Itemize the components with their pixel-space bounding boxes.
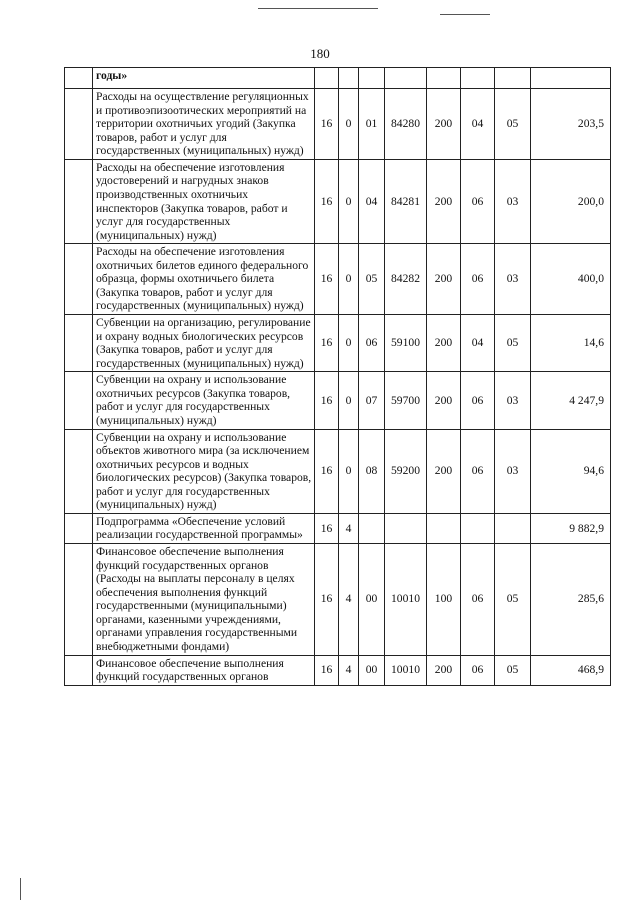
name-cell: Субвенции на охрану и использование охотничьих ресурсов (Закупка товаров, работ и услуг для государственных (муниципальных) нужд) bbox=[93, 372, 315, 429]
table-row bbox=[65, 89, 611, 160]
direction-cell: 59700 bbox=[385, 372, 427, 429]
sub-cell: 0 bbox=[339, 159, 359, 243]
sub-cell: 4 bbox=[339, 544, 359, 656]
number-cell bbox=[65, 315, 93, 372]
vr-cell bbox=[427, 68, 461, 89]
sub-cell: 0 bbox=[339, 89, 359, 160]
rz-cell: 06 bbox=[461, 244, 495, 315]
prog-cell: 16 bbox=[315, 89, 339, 160]
main-cell: 04 bbox=[359, 159, 385, 243]
sub-cell: 4 bbox=[339, 513, 359, 543]
main-cell: 06 bbox=[359, 315, 385, 372]
pr-cell: 05 bbox=[495, 544, 531, 656]
prog-cell: 16 bbox=[315, 315, 339, 372]
sub-cell: 0 bbox=[339, 372, 359, 429]
direction-cell bbox=[385, 68, 427, 89]
name-cell: Финансовое обеспечение выполнения функций государственных органов (Расходы на выплаты персоналу в целях обеспечения выполнения функций государственными (муниципальными) органами, казенными учреждениями, органами управления государственными внебюджетными фондами) bbox=[93, 544, 315, 656]
prog-cell: 16 bbox=[315, 159, 339, 243]
number-cell bbox=[65, 159, 93, 243]
sub-cell bbox=[339, 68, 359, 89]
table-row bbox=[65, 159, 611, 243]
pr-cell: 03 bbox=[495, 244, 531, 315]
vr-cell: 200 bbox=[427, 244, 461, 315]
name-cell: Расходы на обеспечение изготовления охотничьих билетов единого федерального образца, формы охотничьего билета (Закупка товаров, работ и услуг для государственных (муниципальных) нужд) bbox=[93, 244, 315, 315]
number-cell bbox=[65, 513, 93, 543]
table-row bbox=[65, 429, 611, 513]
pr-cell: 03 bbox=[495, 372, 531, 429]
rz-cell: 06 bbox=[461, 159, 495, 243]
prog-cell: 16 bbox=[315, 372, 339, 429]
name-cell: Расходы на осуществление регуляционных и противоэпизоотических мероприятий на территории охотничьих угодий (Закупка товаров, работ и услуг для государственных (муниципальных) нужд) bbox=[93, 89, 315, 160]
amount-cell: 400,0 bbox=[531, 244, 611, 315]
prog-cell: 16 bbox=[315, 244, 339, 315]
main-cell bbox=[359, 513, 385, 543]
table-row bbox=[65, 315, 611, 372]
scan-edge-mark bbox=[258, 8, 378, 9]
scan-edge-mark bbox=[20, 878, 21, 900]
table-row bbox=[65, 513, 611, 543]
rz-cell: 04 bbox=[461, 89, 495, 160]
number-cell bbox=[65, 68, 93, 89]
sub-cell: 0 bbox=[339, 244, 359, 315]
table-row bbox=[65, 372, 611, 429]
page-number: 180 bbox=[310, 46, 330, 61]
rz-cell: 06 bbox=[461, 655, 495, 685]
main-cell: 00 bbox=[359, 544, 385, 656]
sub-cell: 0 bbox=[339, 429, 359, 513]
number-cell bbox=[65, 372, 93, 429]
prog-cell: 16 bbox=[315, 513, 339, 543]
rz-cell bbox=[461, 68, 495, 89]
direction-cell: 84282 bbox=[385, 244, 427, 315]
direction-cell: 59100 bbox=[385, 315, 427, 372]
scan-edge-mark bbox=[440, 14, 490, 15]
header-continuation-row bbox=[65, 68, 611, 89]
main-cell: 08 bbox=[359, 429, 385, 513]
name-cell: Расходы на обеспечение изготовления удостоверений и нагрудных знаков производственных охотничьих инспекторов (Закупка товаров, работ и услуг для государственных (муниципальных) нужд) bbox=[93, 159, 315, 243]
vr-cell: 200 bbox=[427, 372, 461, 429]
amount-cell: 4 247,9 bbox=[531, 372, 611, 429]
main-cell: 05 bbox=[359, 244, 385, 315]
main-cell: 07 bbox=[359, 372, 385, 429]
vr-cell bbox=[427, 513, 461, 543]
amount-cell: 200,0 bbox=[531, 159, 611, 243]
table-body bbox=[65, 68, 611, 686]
direction-cell: 10010 bbox=[385, 544, 427, 656]
vr-cell: 200 bbox=[427, 655, 461, 685]
rz-cell: 06 bbox=[461, 544, 495, 656]
vr-cell: 200 bbox=[427, 429, 461, 513]
main-cell bbox=[359, 68, 385, 89]
table-row bbox=[65, 244, 611, 315]
pr-cell bbox=[495, 68, 531, 89]
sub-cell: 4 bbox=[339, 655, 359, 685]
direction-cell: 84280 bbox=[385, 89, 427, 160]
pr-cell: 03 bbox=[495, 159, 531, 243]
amount-cell: 14,6 bbox=[531, 315, 611, 372]
vr-cell: 200 bbox=[427, 315, 461, 372]
vr-cell: 200 bbox=[427, 89, 461, 160]
amount-cell: 468,9 bbox=[531, 655, 611, 685]
number-cell bbox=[65, 89, 93, 160]
vr-cell: 100 bbox=[427, 544, 461, 656]
number-cell bbox=[65, 244, 93, 315]
pr-cell: 05 bbox=[495, 655, 531, 685]
main-cell: 00 bbox=[359, 655, 385, 685]
direction-cell: 59200 bbox=[385, 429, 427, 513]
pr-cell bbox=[495, 513, 531, 543]
name-cell: Субвенции на охрану и использование объектов животного мира (за исключением охотничьих ресурсов и водных биологических ресурсов) (Закупка товаров, работ и услуг для государственных (муниципальных) нужд) bbox=[93, 429, 315, 513]
name-cell: Финансовое обеспечение выполнения функций государственных органов bbox=[93, 655, 315, 685]
pr-cell: 03 bbox=[495, 429, 531, 513]
name-cell: годы» bbox=[93, 68, 315, 89]
number-cell bbox=[65, 655, 93, 685]
prog-cell bbox=[315, 68, 339, 89]
amount-cell: 285,6 bbox=[531, 544, 611, 656]
sub-cell: 0 bbox=[339, 315, 359, 372]
rz-cell bbox=[461, 513, 495, 543]
amount-cell: 203,5 bbox=[531, 89, 611, 160]
prog-cell: 16 bbox=[315, 429, 339, 513]
main-cell: 01 bbox=[359, 89, 385, 160]
amount-cell bbox=[531, 68, 611, 89]
table-row bbox=[65, 544, 611, 656]
rz-cell: 06 bbox=[461, 429, 495, 513]
direction-cell bbox=[385, 513, 427, 543]
rz-cell: 04 bbox=[461, 315, 495, 372]
rz-cell: 06 bbox=[461, 372, 495, 429]
direction-cell: 10010 bbox=[385, 655, 427, 685]
number-cell bbox=[65, 544, 93, 656]
prog-cell: 16 bbox=[315, 544, 339, 656]
amount-cell: 94,6 bbox=[531, 429, 611, 513]
budget-table bbox=[64, 67, 611, 686]
vr-cell: 200 bbox=[427, 159, 461, 243]
name-cell: Подпрограмма «Обеспечение условий реализации государственной программы» bbox=[93, 513, 315, 543]
prog-cell: 16 bbox=[315, 655, 339, 685]
pr-cell: 05 bbox=[495, 315, 531, 372]
direction-cell: 84281 bbox=[385, 159, 427, 243]
name-cell: Субвенции на организацию, регулирование и охрану водных биологических ресурсов (Закупка товаров, работ и услуг для государственных (муниципальных) нужд) bbox=[93, 315, 315, 372]
amount-cell: 9 882,9 bbox=[531, 513, 611, 543]
pr-cell: 05 bbox=[495, 89, 531, 160]
number-cell bbox=[65, 429, 93, 513]
table-row bbox=[65, 655, 611, 685]
